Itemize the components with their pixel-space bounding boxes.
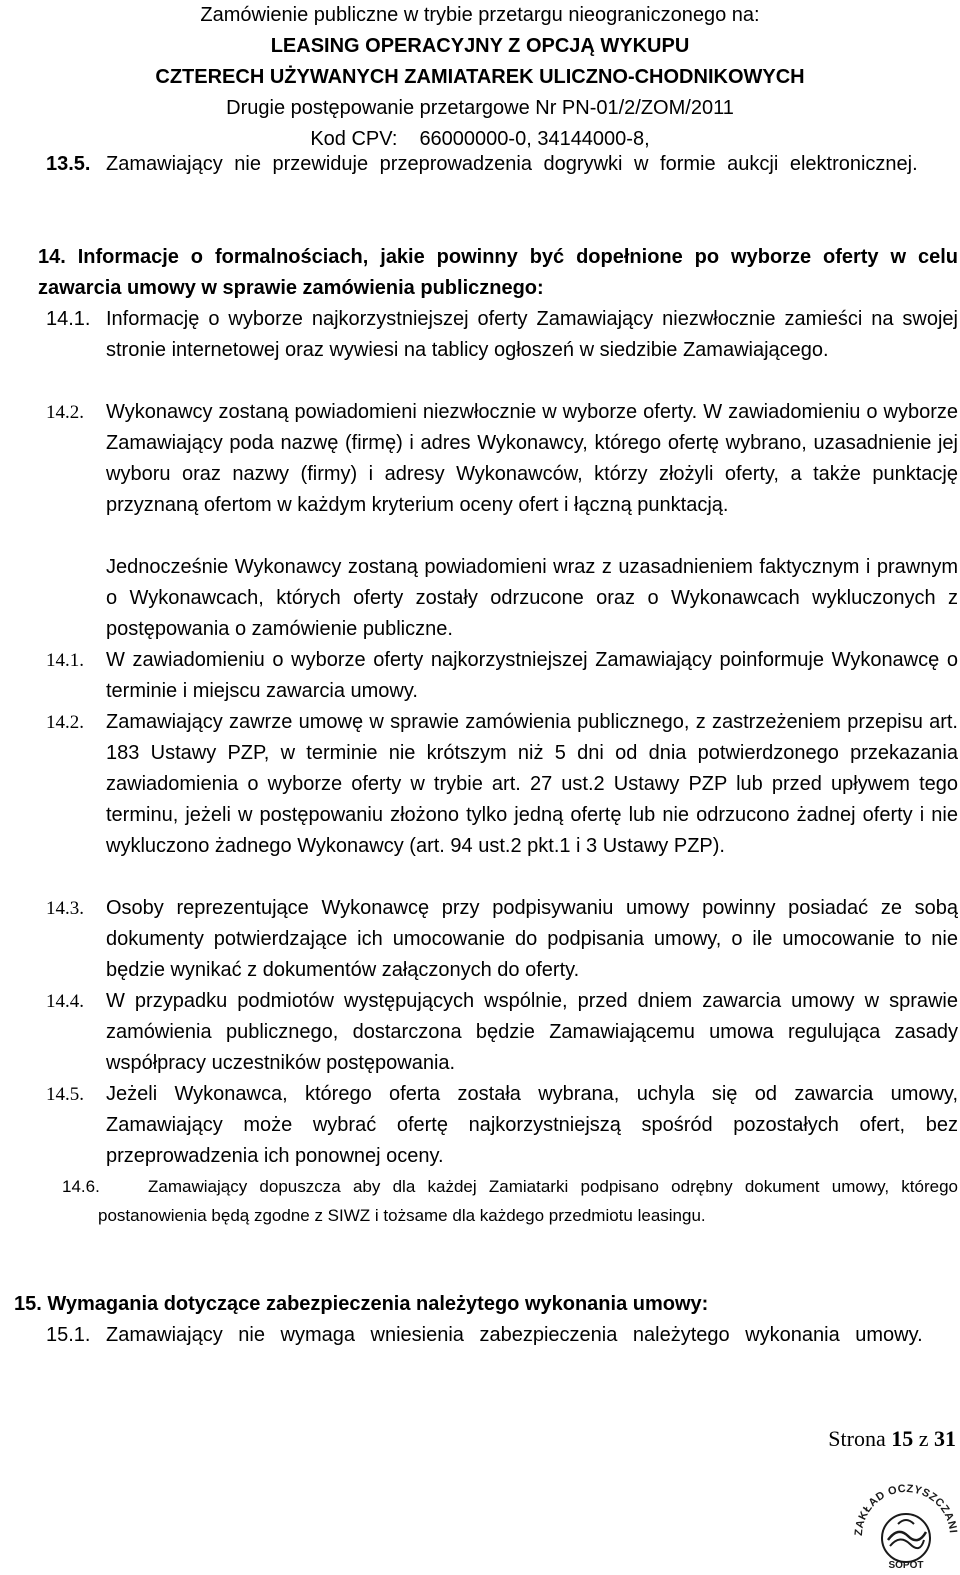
page-number bbox=[828, 1426, 956, 1452]
svg-text:ZAKŁAD OCZYSZCZANIA MIASTA: ZAKŁAD OCZYSZCZANI bbox=[852, 1482, 959, 1537]
header-line-1: Zamówienie publiczne w trybie przetargu nieograniczonego na: bbox=[200, 4, 760, 26]
item-number: 14.6. bbox=[62, 1177, 100, 1196]
item-text: Zamawiający nie wymaga wniesienia zabezpieczenia należytego wykonania umowy. bbox=[106, 1324, 923, 1346]
item-number: 14.2. bbox=[46, 402, 84, 423]
item-text: W przypadku podmiotów występujących wspólnie, przed dniem zawarcia umowy w sprawie zamówienia publicznego, dostarczona będzie Zamawiającemu umowa regulująca zasady współpracy uczestników postępowania. bbox=[106, 990, 958, 1074]
total-pages: 31 bbox=[934, 1426, 956, 1451]
current-page: 15 bbox=[891, 1426, 914, 1451]
section-13-5-number: 13.5. bbox=[46, 153, 91, 175]
section-14-heading: 14. Informacje o formalnościach, jakie powinny być dopełnione po wyborze oferty w celu zawarcia umowy w sprawie zamówienia publicznego: bbox=[38, 246, 958, 299]
section-15-heading: 15. Wymagania dotyczące zabezpieczenia należytego wykonania umowy: bbox=[14, 1293, 709, 1315]
item-text: Zamawiający zawrze umowę w sprawie zamówienia publicznego, z zastrzeżeniem przepisu art. 183 Ustawy PZP, w terminie nie krótszym niż 5 dni od dnia potwierdzonego przekazania zawiadomienia o wyborze oferty w trybie art. 27 ust.2 Ustawy PZP lub przed upływem tego terminu, jeżeli w postępowaniu złożono tylko jedną ofertę lub nie odrzucono żadnej oferty i nie wykluczono żadnego Wykonawcy (art. 94 ust.2 pkt.1 i 3 Ustawy PZP). bbox=[106, 711, 958, 857]
item-number: 14.5. bbox=[46, 1084, 84, 1105]
page-of: z bbox=[918, 1426, 929, 1451]
page-label: Strona bbox=[828, 1426, 886, 1451]
cpv-value: 66000000-0, 34144000-8, bbox=[419, 128, 650, 150]
company-logo bbox=[848, 1466, 960, 1570]
item-number: 14.1. bbox=[46, 308, 91, 330]
item-text: Wykonawcy zostaną powiadomieni niezwłocznie w wyborze oferty. W zawiadomieniu o wyborze Zamawiający poda nazwę (firmę) i adres Wykonawcy, którego ofertę wybrano, uzasadnienie jej wyboru oraz nazwy (firmy) i adresy Wykonawców, którzy złożyli oferty, a także punktację przyznaną ofertom w każdym kryterium oceny ofert i łączną punktacją. bbox=[106, 401, 958, 516]
item-number: 15.1. bbox=[46, 1324, 91, 1346]
item-text-continued: Jednocześnie Wykonawcy zostaną powiadomieni wraz z uzasadnieniem faktycznym i prawnym o Wykonawcach, których oferty zostały odrzucone oraz o Wykonawcach wykluczonych z postępowania o zamówienie publiczne. bbox=[106, 556, 958, 640]
item-number: 14.4. bbox=[46, 991, 84, 1012]
header-line-2: LEASING OPERACYJNY Z OPCJĄ WYKUPU bbox=[270, 35, 690, 57]
item-text: Osoby reprezentujące Wykonawcę przy podpisywaniu umowy powinny posiadać ze sobą dokumenty potwierdzające ich umocowanie do podpisania umowy, o ile umocowanie to nie będzie wynikać z dokumentów załączonych do oferty. bbox=[106, 897, 958, 981]
item-number: 14.2. bbox=[46, 712, 84, 733]
document-header bbox=[0, 0, 960, 155]
header-line-4: Drugie postępowanie przetargowe Nr PN-01/2/ZOM/2011 bbox=[226, 97, 734, 119]
svg-text:SOPOT: SOPOT bbox=[888, 1560, 924, 1570]
item-text: Jeżeli Wykonawca, którego oferta została wybrana, uchyla się od zawarcia umowy, Zamawiający może wybrać ofertę najkorzystniejszą spośród pozostałych ofert, bez przeprowadzenia ich ponownej oceny. bbox=[106, 1083, 958, 1167]
item-text: Informację o wyborze najkorzystniejszej oferty Zamawiający niezwłocznie zamieści na swojej stronie internetowej oraz wywiesi na tablicy ogłoszeń w siedzibie Zamawiającego. bbox=[106, 308, 958, 361]
item-text: Zamawiający dopuszcza aby dla każdej Zamiatarki podpisano odrębny dokument umowy, którego postanowienia będą zgodne z SIWZ i tożsame dla każdego przedmiotu leasingu. bbox=[98, 1177, 958, 1225]
item-number: 14.3. bbox=[46, 898, 84, 919]
item-number: 14.1. bbox=[46, 650, 84, 671]
header-line-3: CZTERECH UŻYWANYCH ZAMIATAREK ULICZNO-CHODNIKOWYCH bbox=[155, 66, 805, 88]
cpv-label: Kod CPV: bbox=[310, 128, 398, 150]
item-text: W zawiadomieniu o wyborze oferty najkorzystniejszej Zamawiający poinformuje Wykonawcę o terminie i miejscu zawarcia umowy. bbox=[106, 649, 958, 702]
section-13-5-text: Zamawiający nie przewiduje przeprowadzenia dogrywki w formie aukcji elektronicznej. bbox=[106, 153, 918, 175]
